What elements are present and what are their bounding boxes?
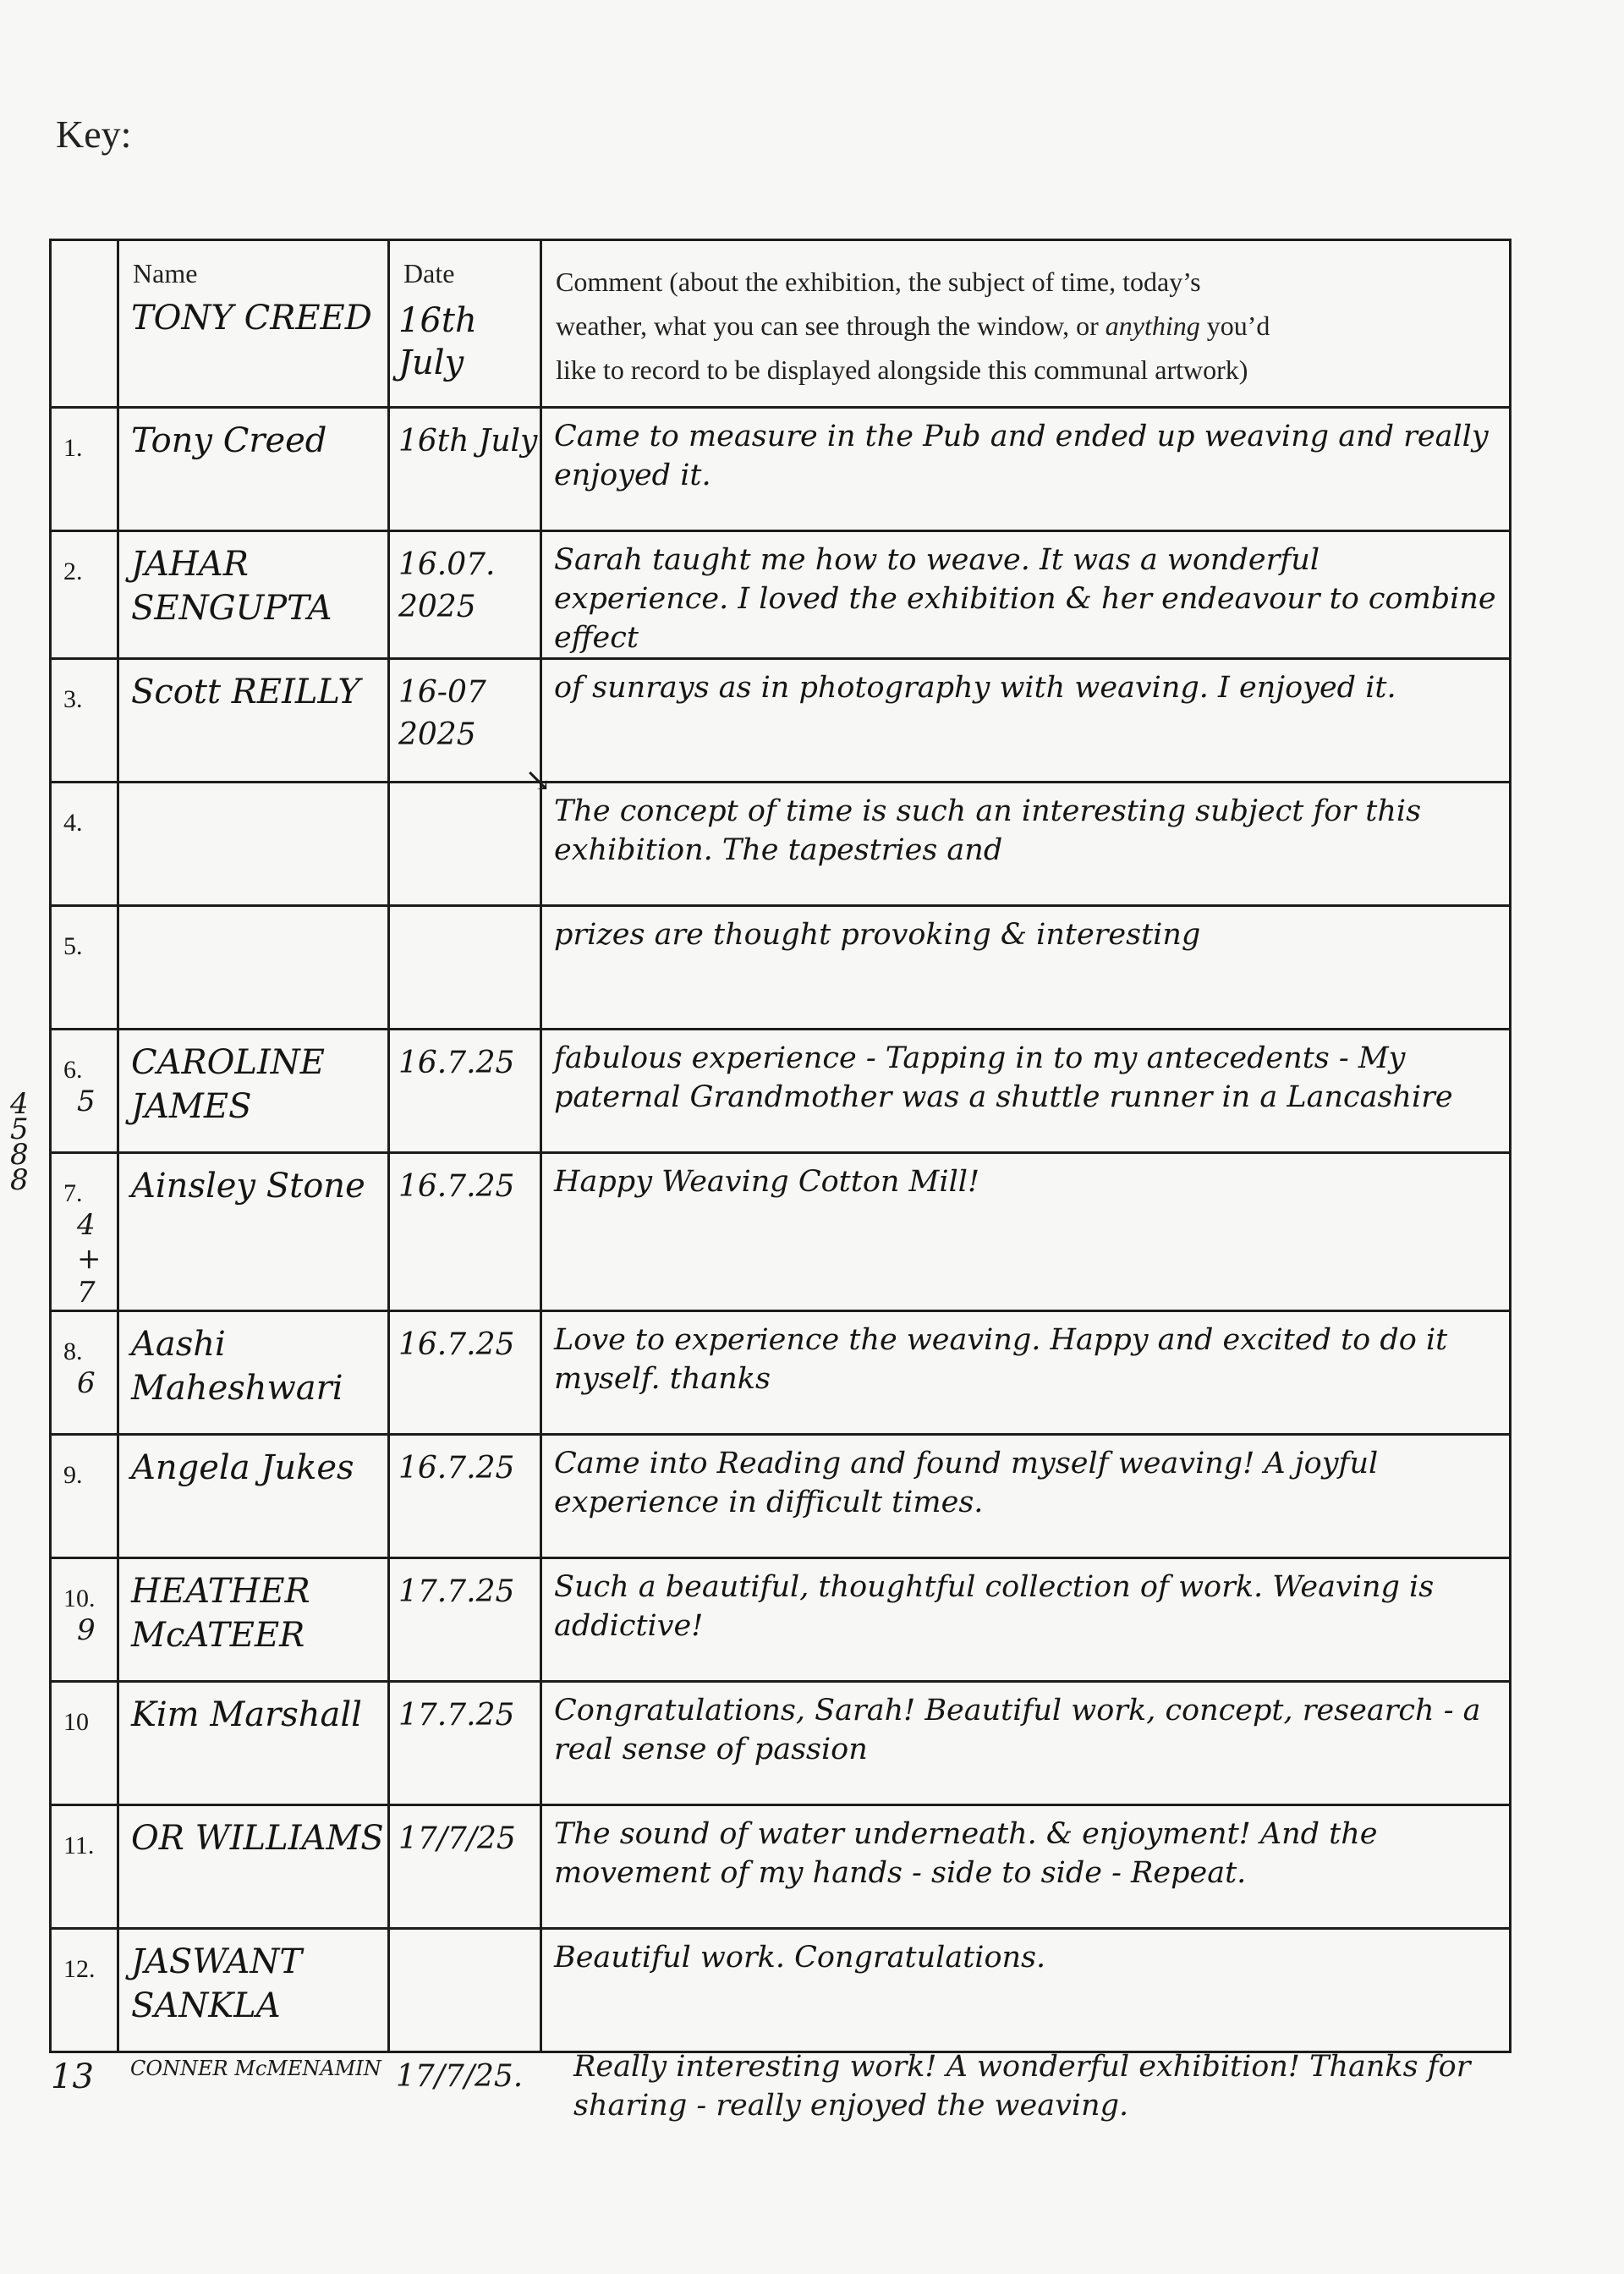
- table-row: [51, 1805, 1511, 1929]
- row-name: Tony Creed: [131, 421, 327, 460]
- overflow-entry-comment: Really interesting work! A wonderful exhibition! Thanks for sharing - really enjoyed the weaving.: [573, 2050, 1471, 2123]
- row-number-cell: [51, 408, 118, 531]
- row-date-cell: [389, 1805, 541, 1929]
- row-number-cell: [51, 1805, 118, 1929]
- row-comment: fabulous experience - Tapping in to my antecedents - My paternal Grandmother was a shuttle runner in a Lancashire: [554, 1041, 1453, 1114]
- row-number-cell: [51, 1153, 118, 1311]
- row-number: 12.: [63, 1955, 96, 1983]
- row-number: 1.: [63, 434, 83, 462]
- row-name-cell: [118, 1929, 389, 2052]
- row-comment-cell: [541, 1311, 1511, 1435]
- row-date-cell: [389, 1153, 541, 1311]
- row-comment: The sound of water underneath. & enjoyment! And the movement of my hands - side to side - Repeat.: [554, 1817, 1378, 1890]
- table-row: [51, 1030, 1511, 1153]
- row-comment: Congratulations, Sarah! Beautiful work, concept, research - a real sense of passion: [554, 1694, 1481, 1766]
- header-name-cell: [118, 240, 389, 408]
- row-name-cell: [118, 1153, 389, 1311]
- table-row: [51, 659, 1511, 783]
- row-date-cell: [389, 408, 541, 531]
- table-row: [51, 1929, 1511, 2052]
- row-comment: Came into Reading and found myself weaving! A joyful experience in difficult times.: [554, 1447, 1379, 1519]
- row-number-cell: [51, 659, 118, 783]
- row-number-cell: [51, 1030, 118, 1153]
- row-number: 5.: [63, 932, 83, 960]
- row-number-cell: [51, 783, 118, 906]
- row-comment-cell: [541, 531, 1511, 659]
- header-num-cell: [51, 240, 118, 408]
- overflow-entry-name: CONNER McMENAMIN: [130, 2057, 381, 2080]
- row-name: HEATHER McATEER: [131, 1572, 310, 1655]
- key-label: Key:: [56, 113, 132, 156]
- row-name: CAROLINE JAMES: [131, 1043, 325, 1126]
- row-handwritten-number: 9: [77, 1613, 96, 1647]
- table-row: [51, 531, 1511, 659]
- header-date-cell: [389, 240, 541, 408]
- table-row: [51, 783, 1511, 906]
- row-name-cell: [118, 1805, 389, 1929]
- row-date-cell: [389, 1030, 541, 1153]
- row-comment-cell: [541, 1153, 1511, 1311]
- row-comment: prizes are thought provoking & interesting: [554, 918, 1201, 952]
- header-comment-cell: [541, 240, 1511, 408]
- row-comment: The concept of time is such an interesting subject for this exhibition. The tapestries and: [554, 794, 1422, 867]
- row-number-cell: [51, 531, 118, 659]
- comment-header-line1: Comment (about the exhibition, the subject of time, today’s: [556, 266, 1201, 297]
- row-comment: Such a beautiful, thoughtful collection of work. Weaving is addictive!: [554, 1570, 1435, 1643]
- row-comment: of sunrays as in photography with weaving. I enjoyed it.: [554, 671, 1396, 705]
- row-name: Angela Jukes: [131, 1448, 354, 1487]
- row-date: 16.7.25: [398, 1327, 515, 1362]
- row-date-cell: [389, 531, 541, 659]
- row-comment-cell: [541, 1682, 1511, 1805]
- comment-header-line2a: weather, what you can see through the window, or: [556, 310, 1106, 341]
- row-name-cell: [118, 906, 389, 1030]
- row-number: 4.: [63, 809, 83, 837]
- row-date-cell: [389, 1929, 541, 2052]
- overflow-entry: [49, 2047, 1572, 2216]
- header-row: [51, 240, 1511, 408]
- row-date-cell: [389, 906, 541, 1030]
- row-date: 16-07 2025: [398, 675, 486, 752]
- comment-header-line2b: you’d: [1199, 310, 1270, 341]
- row-comment: Came to measure in the Pub and ended up weaving and really enjoyed it.: [554, 420, 1489, 492]
- row-name: Ainsley Stone: [131, 1167, 365, 1206]
- header-date-entry: 16th July: [398, 301, 477, 382]
- row-handwritten-number: 5: [77, 1085, 96, 1118]
- row-comment-cell: [541, 1558, 1511, 1682]
- row-handwritten-number: 6: [77, 1366, 96, 1400]
- table-row: [51, 1311, 1511, 1435]
- table-row: [51, 1435, 1511, 1558]
- row-name-cell: [118, 1558, 389, 1682]
- row-date-cell: [389, 659, 541, 783]
- row-number: 6.: [63, 1056, 83, 1084]
- row-comment: Sarah taught me how to weave. It was a wonderful experience. I loved the exhibition & her endeavour to combine effect: [554, 543, 1496, 655]
- row-number-cell: [51, 1929, 118, 2052]
- row-handwritten-number: 4 + 7: [77, 1208, 102, 1310]
- table-row: [51, 1558, 1511, 1682]
- overflow-entry-number: 13: [51, 2057, 94, 2096]
- table-row: [51, 906, 1511, 1030]
- row-number-cell: [51, 906, 118, 1030]
- comment-header: [556, 260, 1497, 392]
- row-date: 17/7/25: [398, 1821, 516, 1856]
- row-comment-cell: [541, 1929, 1511, 2052]
- overflow-entry-date: 17/7/25.: [396, 2059, 524, 2094]
- row-name: Kim Marshall: [131, 1695, 362, 1734]
- row-date-cell: [389, 1682, 541, 1805]
- row-name-cell: [118, 783, 389, 906]
- row-number-cell: [51, 1311, 118, 1435]
- table-row: [51, 1153, 1511, 1311]
- row-name: JAHAR SENGUPTA: [131, 545, 332, 628]
- row-name: JASWANT SANKLA: [131, 1942, 303, 2025]
- row-comment: Beautiful work. Congratulations.: [554, 1941, 1046, 1975]
- name-header: Name: [133, 258, 198, 288]
- comment-header-line2-italic: anything: [1105, 310, 1200, 341]
- margin-renumber-note: 4 5 8 8: [10, 1087, 29, 1197]
- row-number-cell: [51, 1682, 118, 1805]
- row-number: 9.: [63, 1461, 83, 1489]
- row-name-cell: [118, 659, 389, 783]
- arrow-mark: ↘: [524, 761, 551, 799]
- row-name: Aashi Maheshwari: [131, 1325, 343, 1408]
- row-name-cell: [118, 408, 389, 531]
- row-comment-cell: [541, 1030, 1511, 1153]
- row-number: 10.: [63, 1585, 96, 1612]
- row-comment-cell: [541, 1805, 1511, 1929]
- row-number-cell: [51, 1435, 118, 1558]
- row-name-cell: [118, 1030, 389, 1153]
- row-number: 2.: [63, 558, 83, 585]
- row-number: 10: [63, 1708, 89, 1736]
- table-row: [51, 1682, 1511, 1805]
- row-comment: Love to experience the weaving. Happy and excited to do it myself. thanks: [554, 1323, 1448, 1396]
- row-date-cell: [389, 1558, 541, 1682]
- row-name-cell: [118, 1682, 389, 1805]
- guest-log-table: [49, 239, 1512, 2053]
- row-date: 17.7.25: [398, 1574, 515, 1609]
- row-number: 11.: [63, 1832, 95, 1859]
- row-comment-cell: [541, 659, 1511, 783]
- row-date: 16.7.25: [398, 1451, 515, 1486]
- table-row: [51, 408, 1511, 531]
- entry-rows: [51, 408, 1511, 2052]
- row-date: 16th July: [398, 424, 538, 459]
- row-number: 7.: [63, 1179, 83, 1207]
- row-number: 3.: [63, 685, 83, 713]
- row-name: OR WILLIAMS: [131, 1819, 384, 1858]
- row-comment-cell: [541, 408, 1511, 531]
- row-comment-cell: [541, 1435, 1511, 1558]
- comment-header-line3: like to record to be displayed alongside this communal artwork): [556, 354, 1248, 385]
- date-header: Date: [403, 258, 455, 288]
- row-comment-cell: [541, 783, 1511, 906]
- row-date: 16.07. 2025: [398, 547, 496, 624]
- row-comment-cell: [541, 906, 1511, 1030]
- row-name-cell: [118, 1311, 389, 1435]
- header-name-entry: TONY CREED: [131, 299, 372, 338]
- row-date-cell: [389, 783, 541, 906]
- row-date-cell: [389, 1311, 541, 1435]
- row-date-cell: [389, 1435, 541, 1558]
- row-name-cell: [118, 1435, 389, 1558]
- row-name: Scott REILLY: [131, 673, 360, 711]
- row-number: 8.: [63, 1337, 83, 1365]
- row-date: 16.7.25: [398, 1046, 515, 1080]
- row-name-cell: [118, 531, 389, 659]
- row-date: 17.7.25: [398, 1698, 515, 1733]
- row-comment: Happy Weaving Cotton Mill!: [554, 1165, 980, 1199]
- row-date: 16.7.25: [398, 1169, 515, 1204]
- row-number-cell: [51, 1558, 118, 1682]
